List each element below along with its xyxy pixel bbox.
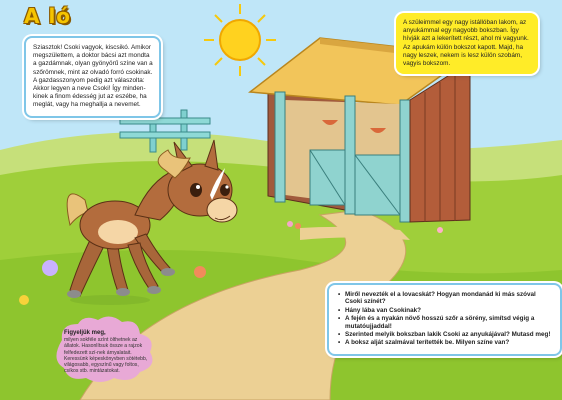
question-item: • Hány lába van Csokinak?: [345, 307, 552, 314]
stable-note: [396, 13, 538, 74]
page-title: A ló: [24, 4, 72, 28]
intro-text-box: [24, 36, 161, 118]
question-item: • Szerinted melyik bokszban lakik Csoki az anyukájával? Mutasd meg!: [345, 331, 552, 338]
questions-box: [327, 283, 562, 356]
observe-text: milyen sokféle színt ölthetnek az állatok. Hasonlítsuk össze a rajzok felfedezett szí-nek árnyalatait. Keressünk képeskönyvben sötétebb, világosabb, egyszínű vagy foltos, csíkos stb. mintázatokat.: [64, 337, 148, 375]
questions-list: [337, 291, 552, 347]
stable-text: A szüleimmel egy nagy istállóban lakom, az anyukámmal egy nagyobb bokszban. Így hívják azt a lekerített részt, ahol mi vagyunk. Az apukám külön bokszot kapott. Majd, ha nagy leszek, nekem is lesz külön szobám, vagyis bokszom.: [403, 19, 529, 68]
question-item: • A boksz alját szalmával terítették be. Milyen színe van?: [345, 339, 552, 346]
question-item: • A fején és a nyakán növő hosszú szőr a sörény, simítsd végig a mutatóujjaddal!: [345, 315, 552, 330]
question-item: • Miről nevezték el a lovacskát? Hogyan mondanád ki más szóval Csoki színét?: [345, 291, 552, 306]
observe-title: Figyeljük meg,: [64, 330, 106, 336]
intro-text: Sziasztok! Csoki vagyok, kiscsikó. Amikor megszülettem, a doktor bácsi azt mondta a gazdámnak, olyan gyönyörű színe van a szőrömnek, mint az olvadó forró csokinak. A gazdasszonyom pedig azt válaszolta: Akkor legyen a neve Csoki! Így minden-kinek a finom édesség jut az eszébe, ha meglát, vagy ha meghallja a nevemet.: [33, 44, 153, 109]
observe-note: [64, 330, 152, 374]
